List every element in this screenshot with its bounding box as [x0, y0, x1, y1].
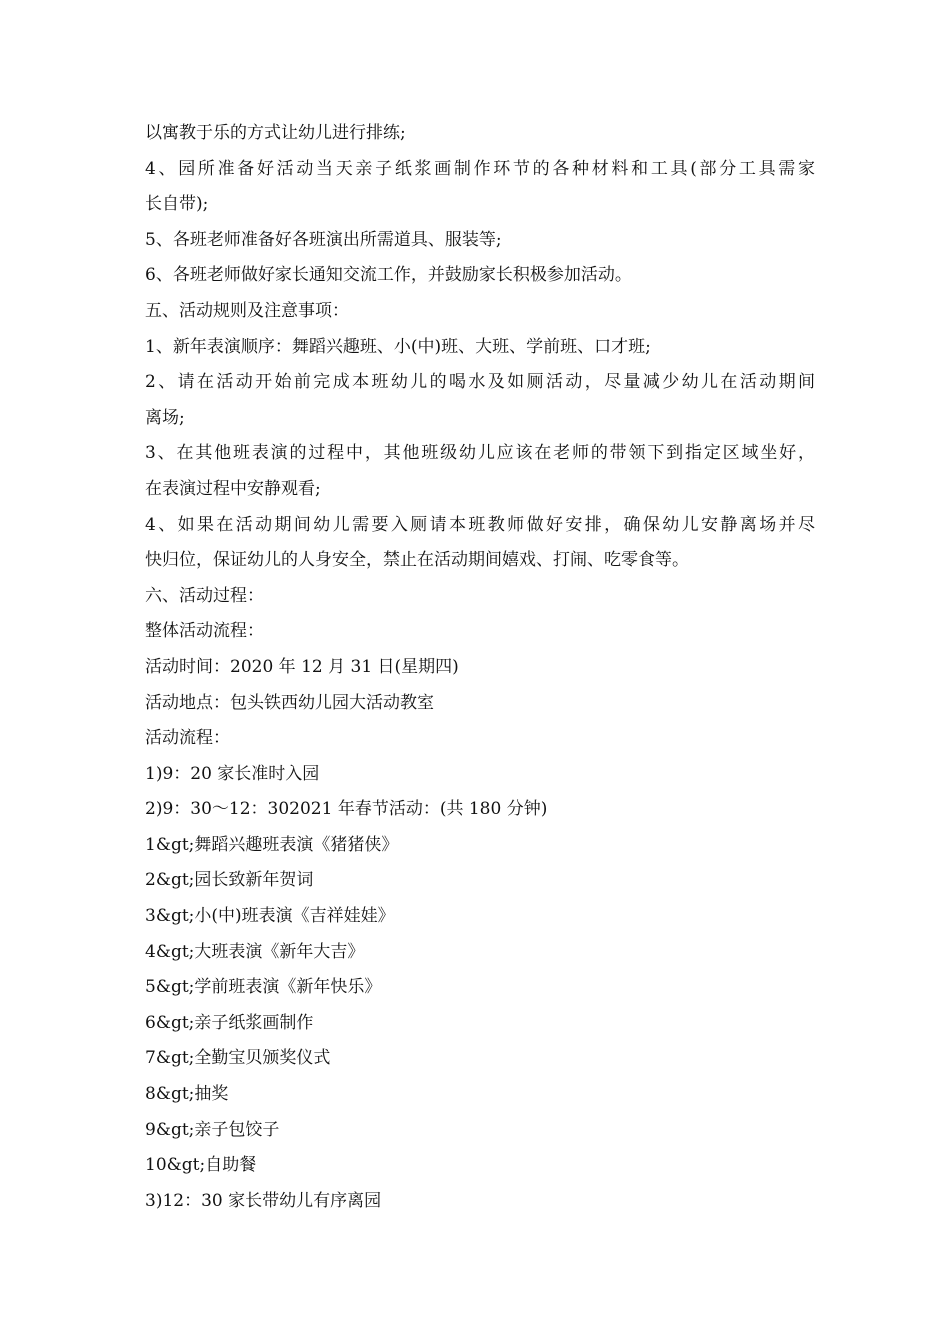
text-line: 4、如果在活动期间幼儿需要入厕请本班教师做好安排，确保幼儿安静离场并尽 [145, 514, 815, 535]
text-line: 快归位，保证幼儿的人身安全，禁止在活动期间嬉戏、打闹、吃零食等。 [145, 550, 689, 571]
program-item: 9&gt;亲子包饺子 [145, 1119, 280, 1140]
text-line: 4、园所准备好活动当天亲子纸浆画制作环节的各种材料和工具(部分工具需家 [145, 158, 815, 179]
section-heading: 五、活动规则及注意事项： [145, 300, 349, 321]
text-line: 以寓教于乐的方式让幼儿进行排练; [145, 123, 406, 143]
program-item: 6&gt;亲子纸浆画制作 [145, 1012, 314, 1033]
text-line: 活动流程： [145, 728, 230, 749]
text-line: 3、在其他班表演的过程中，其他班级幼儿应该在老师的带领下到指定区域坐好， [145, 443, 815, 464]
program-item: 5&gt;学前班表演《新年快乐》 [145, 977, 382, 998]
text-line: 离场; [145, 407, 185, 428]
text-line: 6、各班老师做好家长通知交流工作，并鼓励家长积极参加活动。 [145, 265, 632, 286]
program-item: 2&gt;园长致新年贺词 [145, 870, 314, 891]
activity-time: 活动时间：2020 年 12 月 31 日(星期四) [145, 656, 459, 677]
schedule-item: 1)9：20 家长准时入园 [145, 763, 320, 784]
section-heading: 六、活动过程： [145, 585, 264, 606]
schedule-item: 2)9：30～12：302021 年春节活动：(共 180 分钟) [145, 799, 548, 820]
text-line: 整体活动流程： [145, 621, 264, 642]
program-item: 10&gt;自助餐 [145, 1155, 257, 1176]
program-item: 7&gt;全勤宝贝颁奖仪式 [145, 1048, 331, 1069]
schedule-item: 3)12：30 家长带幼儿有序离园 [145, 1190, 382, 1211]
document-page [145, 116, 815, 1219]
text-line: 长自带); [145, 194, 209, 215]
text-line: 在表演过程中安静观看; [145, 478, 321, 499]
program-item: 4&gt;大班表演《新年大吉》 [145, 941, 365, 962]
program-item: 8&gt;抽奖 [145, 1084, 229, 1105]
program-item: 3&gt;小(中)班表演《吉祥娃娃》 [145, 906, 395, 927]
text-line: 2、请在活动开始前完成本班幼儿的喝水及如厕活动，尽量减少幼儿在活动期间 [145, 372, 815, 393]
activity-location: 活动地点：包头铁西幼儿园大活动教室 [145, 692, 434, 713]
text-line: 5、各班老师准备好各班演出所需道具、服装等; [145, 229, 502, 250]
program-item: 1&gt;舞蹈兴趣班表演《猪猪侠》 [145, 834, 399, 855]
text-line: 1、新年表演顺序：舞蹈兴趣班、小(中)班、大班、学前班、口才班; [145, 336, 651, 357]
